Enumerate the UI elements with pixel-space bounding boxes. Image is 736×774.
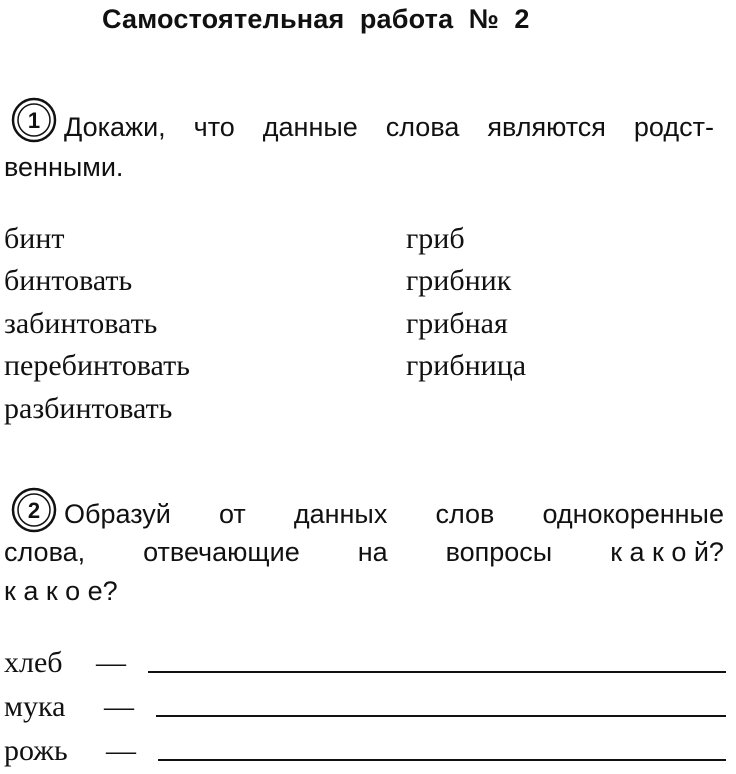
task-2-word: отвечающие: [143, 537, 300, 567]
task-1-word: слова: [385, 112, 460, 142]
task-1-word: что: [193, 112, 235, 142]
answer-row-muka: [0, 692, 736, 726]
task-2-word: слова,: [4, 537, 86, 567]
answer-line[interactable]: [148, 671, 726, 673]
answer-dash: —: [104, 690, 134, 723]
answer-line[interactable]: [158, 759, 726, 761]
task-1-word: Докажи,: [64, 112, 166, 142]
answer-dash: —: [106, 734, 136, 767]
word-left-4: перебинтовать: [4, 349, 190, 382]
task-2-word: данных: [293, 499, 388, 529]
task-2-word: Образуй: [64, 499, 171, 529]
task-1-word: данные: [262, 112, 358, 142]
task-2-word: вопросы: [445, 537, 553, 567]
task-1-line-1: [64, 114, 714, 141]
page-title: Самостоятельная работа № 2: [102, 4, 530, 34]
task-2-word: от: [218, 499, 246, 529]
task-2-line-3: к а к о е?: [4, 576, 118, 606]
task-2-line-2: [4, 539, 724, 566]
task-number-2-icon: [10, 486, 58, 534]
task-2-word: на: [357, 537, 388, 567]
word-left-5: разбинтовать: [4, 392, 173, 425]
word-left-2: бинтовать: [4, 264, 133, 297]
task-2-line-1: [64, 501, 724, 528]
task-1-word: являются: [487, 112, 606, 142]
answer-word: мука: [4, 690, 66, 723]
task-2-word: к а к о й?: [610, 537, 724, 567]
svg-text:2: 2: [27, 498, 41, 523]
task-2-word: слов: [435, 499, 495, 529]
word-left-1: бинт: [4, 222, 65, 255]
answer-line[interactable]: [156, 715, 726, 717]
word-right-1: гриб: [406, 222, 465, 255]
word-right-2: грибник: [406, 264, 512, 297]
answer-word: рожь: [4, 734, 68, 767]
word-right-4: грибница: [406, 349, 527, 382]
task-2-word: однокоренные: [542, 499, 724, 529]
svg-text:1: 1: [27, 108, 41, 133]
word-left-3: забинтовать: [4, 307, 158, 340]
task-1-line-2: венными.: [4, 152, 124, 182]
answer-dash: —: [96, 646, 126, 679]
word-right-3: грибная: [406, 307, 508, 340]
task-number-1-icon: [10, 96, 58, 144]
task-1-word: родст-: [633, 112, 714, 142]
answer-row-rozh: [0, 736, 736, 770]
answer-word: хлеб: [4, 646, 63, 679]
answer-row-khleb: [0, 648, 736, 682]
